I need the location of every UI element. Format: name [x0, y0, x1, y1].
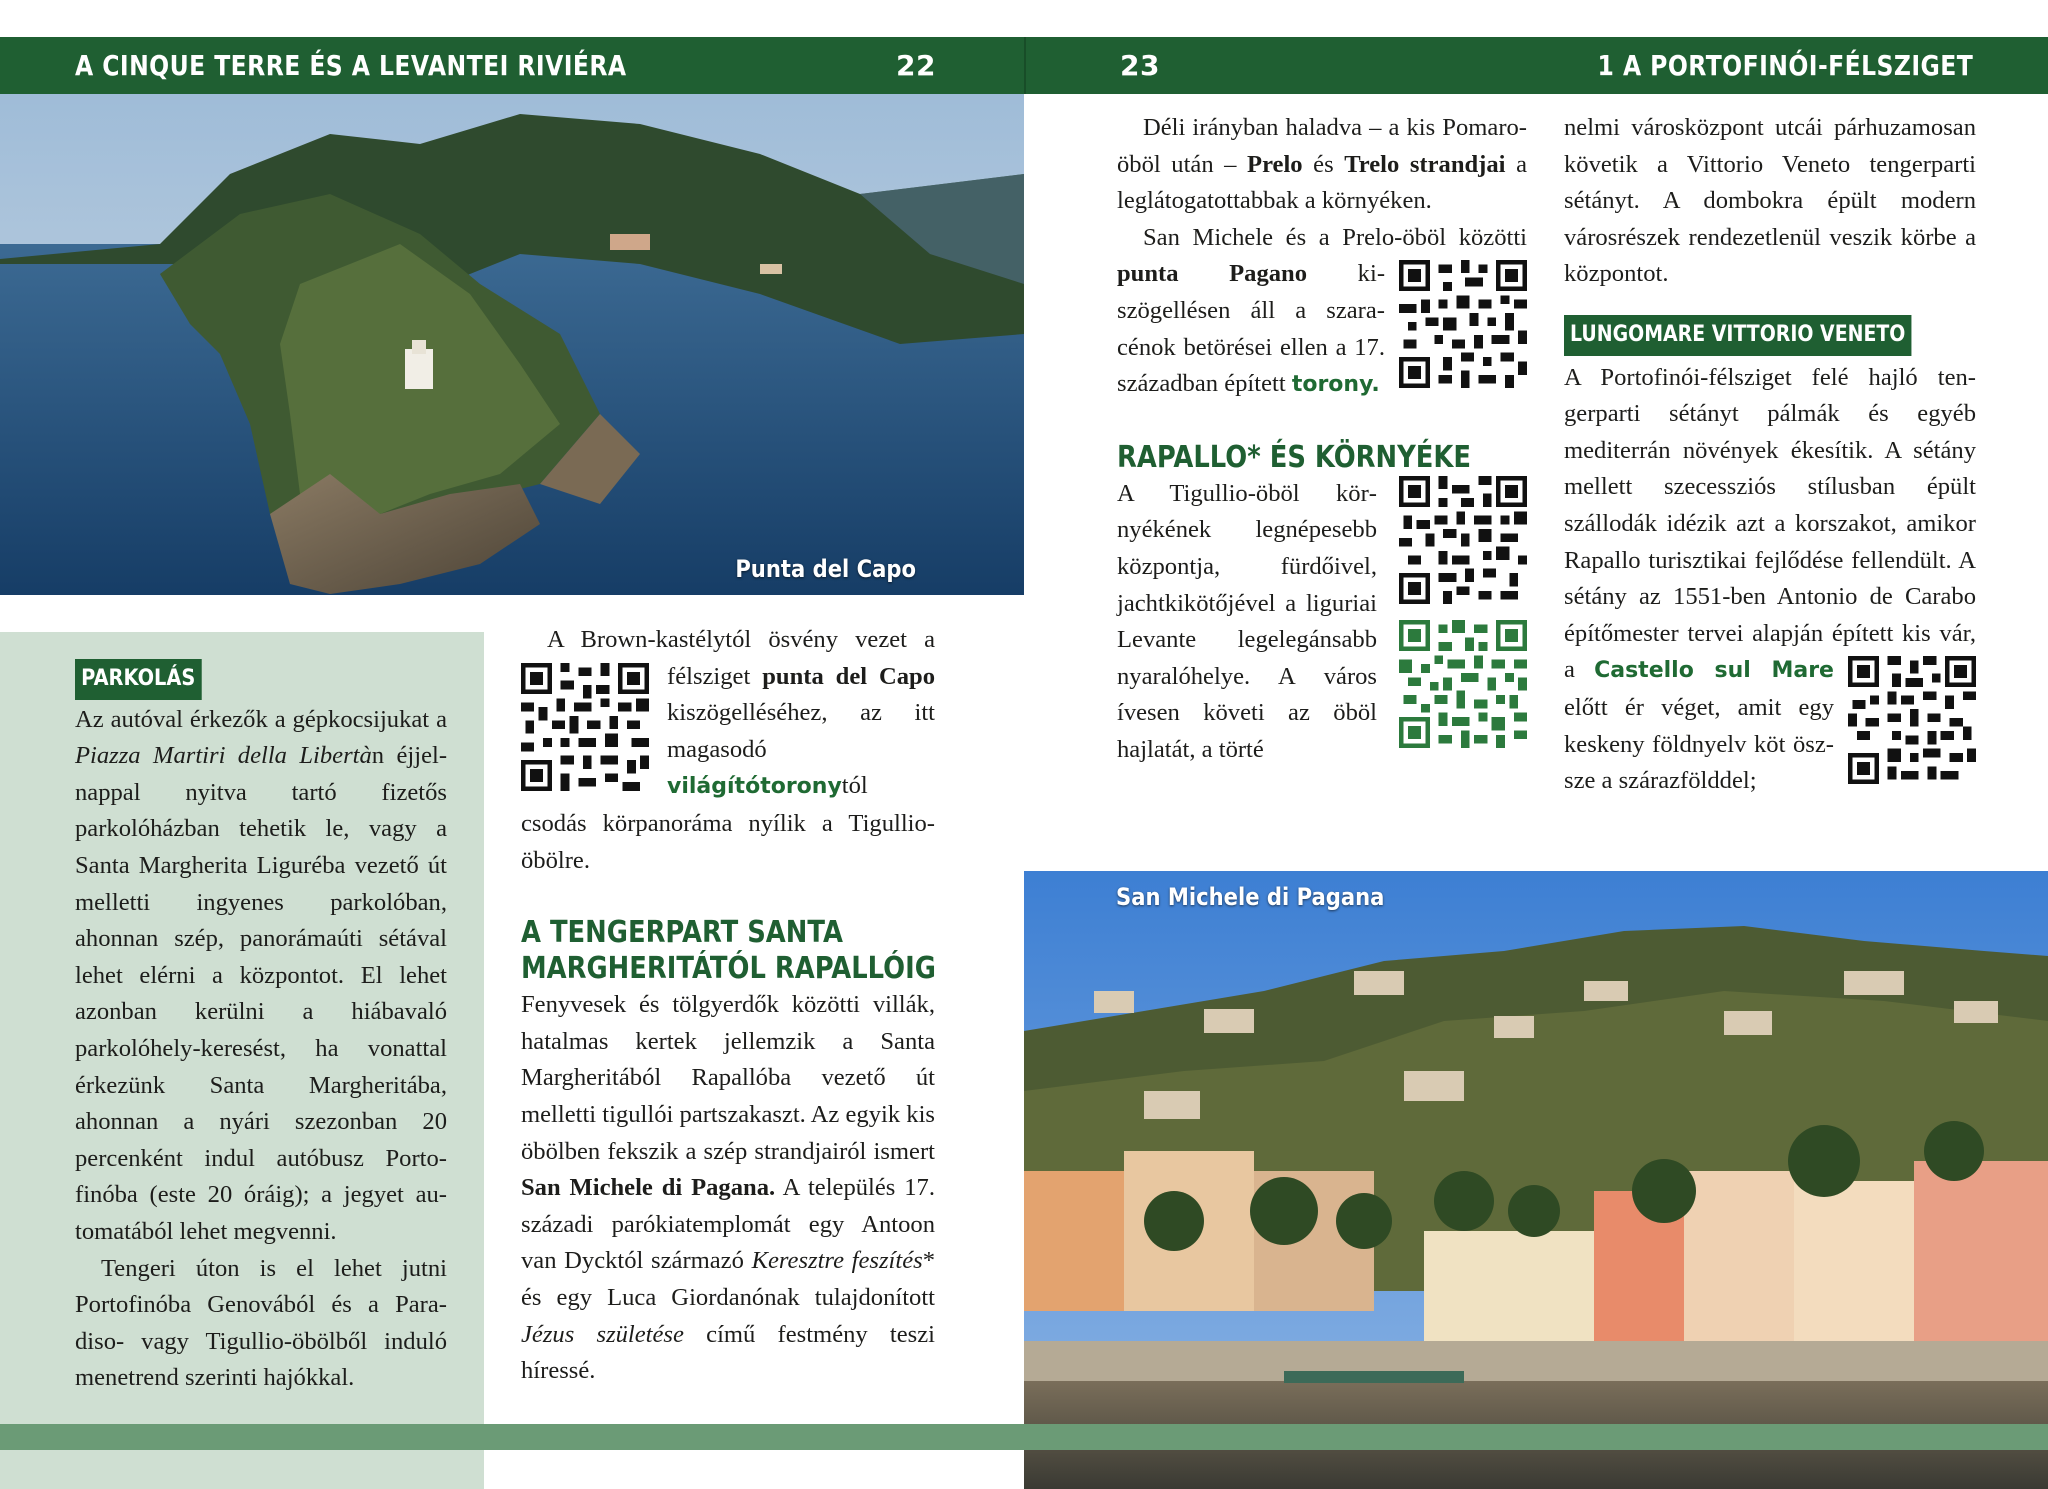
col3-paragraph-2: San Michele és a Prelo-öböl közötti punta Pagano kiszögellésen áll a szaracénok betörései ellen a 17. században épített torony.: [1117, 223, 1527, 398]
tag-parkolas: PARKOLÁS: [75, 659, 201, 700]
col4-paragraph-2: A Portofinói-félsziget felé hajló tengerparti sétányt pálmák és egyéb mediterrán növények ékesítik. A sétány mellett szecessziós stílusban épült szállodák idézik azt a korszakot, amikor Rapallo turisztikai fejlődése fellendült. A sétány az 1551-ben Antonio de Carabo építőmester tervei alapján épített kis vár, a Castello sul Mare előtt ér véget, amit egy keskeny földnyelv köt öszsze a szárazfölddel;: [1564, 363, 1976, 795]
qr-stack: [1385, 476, 1527, 748]
qr-code-icon[interactable]: [1399, 260, 1527, 388]
column-3: [1117, 110, 1527, 769]
link-castello-sul-mare[interactable]: Castello sul Mare: [1594, 658, 1834, 684]
col2-paragraph-2: Fenyvesek és tölgyerdők közötti villák, hatalmas kertek jellemzik a Santa Margheritából Rapallóba vezető út melletti tigullói partszakaszt. Az egyik kis öbölben fekszik a szép strandjairól ismert San Michele di Pagana. A település 17. századi parókiatemplomát egy Antoon van Dycktól származó Keresztre feszítés* és egy Luca Giordanónak tulajdonított Jézus születése című festmény teszi híressé.: [521, 991, 935, 1385]
page-number-right: 23: [1120, 49, 1160, 82]
link-vilagitotorony[interactable]: világítótorony: [667, 774, 842, 800]
col3-paragraph-1: Déli irányban haladva – a kis Pomaro-öböl után – Prelo és Trelo strandjai a leglátogatottabbak a környéken.: [1117, 114, 1527, 215]
left-page-header: [0, 37, 1024, 94]
footer-white-strip: [484, 1450, 1024, 1489]
photo-punta-del-capo: [0, 94, 1024, 595]
right-page-header: [1024, 37, 2048, 94]
link-torony[interactable]: torony.: [1291, 372, 1380, 398]
heading-tengerpart: A TENGERPART SANTA: [521, 915, 843, 951]
column-2: [521, 622, 935, 1390]
col4-paragraph-1: nelmi városközpont utcái párhuzamosan követik a Vittorio Veneto tengerparti sétányt. A dombokra épült modern városrészek rendezetlenül veszik körbe a központot.: [1564, 114, 1976, 288]
photo-san-michele-di-pagana: [1024, 871, 2048, 1489]
qr-code-icon[interactable]: [521, 663, 649, 791]
chapter-title: A CINQUE TERRE ÉS A LEVANTEI RIVIÉRA: [75, 49, 627, 82]
col2-paragraph-1: A Brown-kastélytól ösvény vezet a félsziget punta del Capo kiszögelléséhez, az itt magasodó világítótoronytól csodás körpanoráma nyílik a Tigullio-öbölre.: [521, 626, 936, 874]
photo-caption-san-michele: San Michele di Pagana: [1116, 883, 1385, 911]
heading-tengerpart-line2: MARGHERITÁTÓL RAPALLÓIG: [521, 951, 936, 987]
page-number-left: 22: [896, 49, 936, 82]
sidebar-paragraph-2: Tengeri úton is el lehet jutni Portofinóba Genovából és a Paradiso- vagy Tigullio-öbölből induló menetrend szerinti hajókkal.: [75, 1254, 447, 1392]
qr-code-green-icon[interactable]: [1399, 620, 1527, 748]
section-title: 1 A PORTOFINÓI-FÉLSZIGET: [1597, 49, 1973, 82]
photo-caption-punta-del-capo: Punta del Capo: [735, 555, 916, 583]
qr-code-icon[interactable]: [1399, 476, 1527, 604]
footer-sidebar-strip: [0, 1450, 484, 1489]
qr-code-icon[interactable]: [1848, 656, 1976, 784]
sidebar-paragraph-1: Az autóval érkezők a gépkocsijukat a Piazza Martiri della Libertàn éjjel-nappal nyitva tartó fizetős parkolóházban tehetik le, vagy a Santa Margherita Liguréba vezető út melletti ingyenes parkolóban, ahonnan szép, panorámaúti sétával lehet elérni a központot. El lehet azonban kerülni a hiábavaló parkolóhely-keresést, ha vonattal érkezünk Santa Margheritába, ahonnan a nyári szezonban 20 percenként indul autóbusz Portofinóba (este 20 óráig); a jegyet automatából lehet megvenni.: [75, 705, 448, 1245]
heading-rapallo: RAPALLO* ÉS KÖRNYÉKE: [1117, 439, 1472, 475]
footer-band: [0, 1424, 2048, 1450]
column-4: [1564, 110, 1976, 800]
col3-paragraph-3: A Tigullio-öböl környékének legnépesebb központja, fürdőivel, jachtkikötőjével a liguriai Levante legelegánsabb nyaralóhelye. A város ívesen követi az öböl hajlatát, a törté: [1117, 476, 1527, 769]
tag-lungomare: LUNGOMARE VITTORIO VENETO: [1564, 315, 1911, 356]
sidebar-text: [75, 659, 447, 1397]
